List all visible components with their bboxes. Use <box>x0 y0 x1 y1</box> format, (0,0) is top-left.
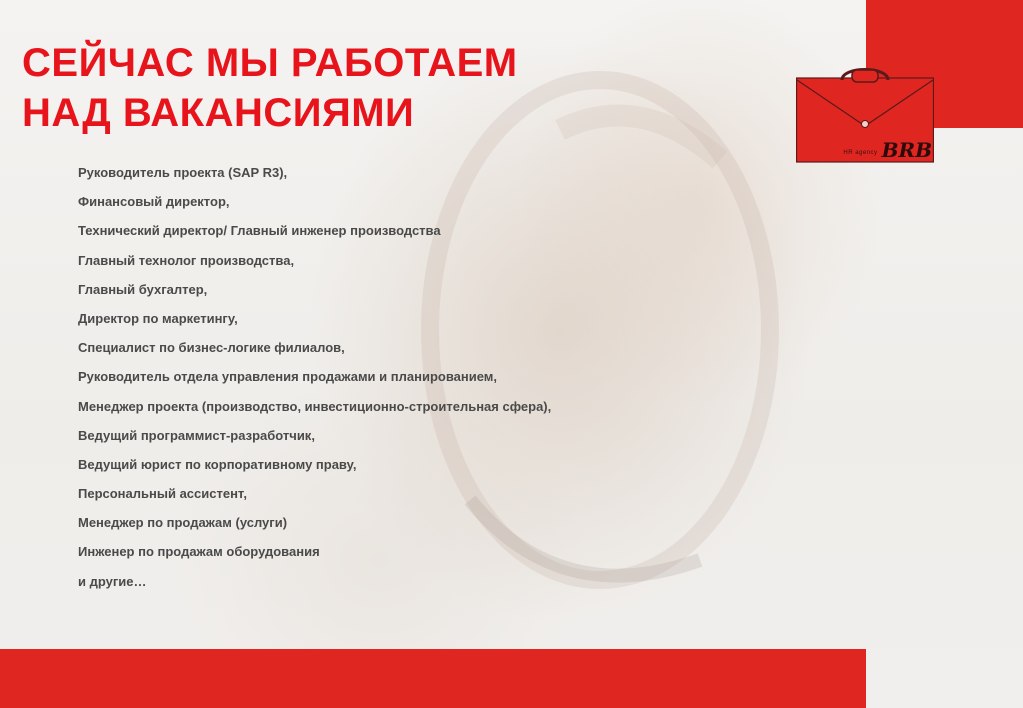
vacancy-item: Финансовый директор, <box>78 194 230 210</box>
page-title <box>22 38 518 138</box>
vacancy-item: Специалист по бизнес-логике филиалов, <box>78 340 345 356</box>
vacancy-item: Ведущий юрист по корпоративному праву, <box>78 456 357 472</box>
vacancy-item: Руководитель отдела управления продажами и планированием, <box>78 369 498 385</box>
vacancy-item: Менеджер проекта (производство, инвестиционно-строительная сфера), <box>78 398 552 414</box>
logo-brand: BRB <box>881 138 932 162</box>
vacancy-item: Главный бухгалтер, <box>78 281 208 297</box>
vacancy-item: и другие… <box>78 573 147 589</box>
title-line-1: СЕЙЧАС МЫ РАБОТАЕМ <box>22 41 518 85</box>
vacancy-item: Персональный ассистент, <box>78 486 247 502</box>
vacancy-item: Главный технолог производства, <box>78 252 295 268</box>
vacancy-item: Руководитель проекта (SAP R3), <box>78 165 288 180</box>
logo-wordmark <box>812 138 932 160</box>
vacancy-item: Менеджер по продажам (услуги) <box>78 515 288 531</box>
logo-tagline: HR agency <box>843 150 878 156</box>
vacancy-item: Ведущий программист-разработчик, <box>78 427 315 443</box>
vacancy-item: Инженер по продажам оборудования <box>78 544 320 560</box>
vacancy-item: Директор по маркетингу, <box>78 310 238 326</box>
title-line-2: НАД ВАКАНСИЯМИ <box>22 91 415 135</box>
vacancy-list <box>78 164 551 602</box>
bottom-red-bar <box>0 649 866 708</box>
vacancy-item: Технический директор/ Главный инженер производства <box>78 223 441 239</box>
